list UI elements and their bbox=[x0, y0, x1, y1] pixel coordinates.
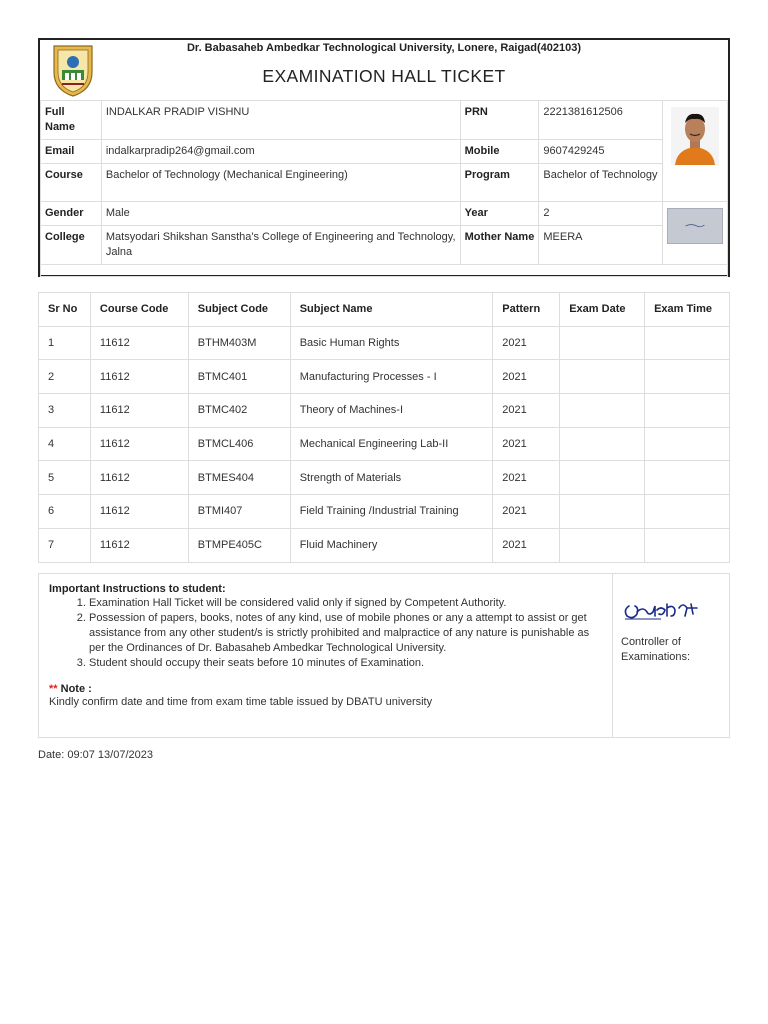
course-value: Bachelor of Technology (Mechanical Engineering) bbox=[101, 164, 460, 202]
instruction-item: 3. Student should occupy their seats before 10 minutes of Examination. bbox=[89, 656, 602, 671]
program-label: Program bbox=[460, 164, 539, 202]
column-header: Subject Code bbox=[188, 293, 290, 327]
column-header: Course Code bbox=[90, 293, 188, 327]
table-cell: BTMES404 bbox=[188, 461, 290, 495]
instruction-item: 2. Possession of papers, books, notes of any kind, use of mobile phones or any a attempt to assist or get assistance from any other student/s is strictly prohibited and malpractice of any nature is punishable as per the Ordinances of Dr. Babasaheb Ambedkar Technological University. bbox=[89, 611, 602, 656]
note-heading bbox=[49, 683, 602, 695]
table-cell: BTMI407 bbox=[188, 495, 290, 529]
table-cell: BTHM403M bbox=[188, 326, 290, 360]
table-cell: 11612 bbox=[90, 360, 188, 394]
table-cell: 11612 bbox=[90, 326, 188, 360]
prn-value: 2221381612506 bbox=[539, 101, 663, 140]
college-label: College bbox=[41, 226, 102, 265]
table-cell: Basic Human Rights bbox=[290, 326, 493, 360]
year-value: 2 bbox=[539, 202, 663, 226]
table-cell bbox=[645, 528, 730, 562]
instructions-box bbox=[38, 573, 730, 738]
table-row bbox=[39, 427, 730, 461]
table-row bbox=[39, 394, 730, 428]
full-name-label: Full Name bbox=[41, 101, 102, 140]
controller-signature bbox=[621, 592, 703, 622]
table-cell: 2021 bbox=[493, 461, 560, 495]
column-header: Pattern bbox=[493, 293, 560, 327]
table-cell bbox=[645, 427, 730, 461]
program-value: Bachelor of Technology bbox=[539, 164, 663, 202]
university-name: Dr. Babasaheb Ambedkar Technological University, Lonere, Raigad(402103) bbox=[186, 42, 582, 54]
controller-panel bbox=[621, 592, 725, 665]
table-cell: Fluid Machinery bbox=[290, 528, 493, 562]
table-cell bbox=[560, 528, 645, 562]
table-cell: 2021 bbox=[493, 326, 560, 360]
table-cell: 5 bbox=[39, 461, 91, 495]
note-stars: ** bbox=[49, 683, 58, 695]
table-row bbox=[39, 461, 730, 495]
page-title: EXAMINATION HALL TICKET bbox=[262, 66, 506, 86]
table-cell: BTMC401 bbox=[188, 360, 290, 394]
controller-label: Controller of Examinations: bbox=[621, 636, 691, 663]
table-row bbox=[39, 326, 730, 360]
year-label: Year bbox=[460, 202, 539, 226]
mobile-value: 9607429245 bbox=[539, 140, 663, 164]
table-cell: 2021 bbox=[493, 427, 560, 461]
table-cell: Field Training /Industrial Training bbox=[290, 495, 493, 529]
table-cell: BTMCL406 bbox=[188, 427, 290, 461]
table-cell bbox=[560, 326, 645, 360]
prn-label: PRN bbox=[460, 101, 539, 140]
course-label: Course bbox=[41, 164, 102, 202]
table-cell: 11612 bbox=[90, 394, 188, 428]
table-cell: Theory of Machines-I bbox=[290, 394, 493, 428]
student-signature-thumbnail bbox=[667, 208, 723, 244]
column-header: Exam Time bbox=[645, 293, 730, 327]
table-cell: BTMC402 bbox=[188, 394, 290, 428]
table-cell bbox=[560, 427, 645, 461]
table-cell bbox=[645, 360, 730, 394]
note-text: Kindly confirm date and time from exam time table issued by DBATU university bbox=[49, 696, 433, 708]
table-cell: 3 bbox=[39, 394, 91, 428]
table-cell: Mechanical Engineering Lab-II bbox=[290, 427, 493, 461]
table-cell: 1 bbox=[39, 326, 91, 360]
table-cell: 11612 bbox=[90, 461, 188, 495]
table-cell: 11612 bbox=[90, 495, 188, 529]
note-label: Note : bbox=[60, 683, 92, 695]
table-cell bbox=[560, 461, 645, 495]
student-info-table bbox=[40, 100, 728, 277]
table-cell bbox=[645, 326, 730, 360]
table-cell: 7 bbox=[39, 528, 91, 562]
table-cell: 11612 bbox=[90, 528, 188, 562]
mobile-label: Mobile bbox=[460, 140, 539, 164]
instruction-item: 1. Examination Hall Ticket will be considered valid only if signed by Competent Authority. bbox=[89, 596, 602, 611]
table-cell: 4 bbox=[39, 427, 91, 461]
issue-date: Date: 09:07 13/07/2023 bbox=[38, 749, 153, 761]
instructions-panel bbox=[39, 574, 613, 737]
table-cell bbox=[560, 495, 645, 529]
signature-thumb-cell bbox=[662, 202, 727, 265]
table-cell: Manufacturing Processes - I bbox=[290, 360, 493, 394]
full-name-value: INDALKAR PRADIP VISHNU bbox=[101, 101, 460, 140]
mother-name-label: Mother Name bbox=[460, 226, 539, 265]
column-header: Exam Date bbox=[560, 293, 645, 327]
photo-cell bbox=[662, 101, 727, 202]
email-label: Email bbox=[41, 140, 102, 164]
table-cell: 2 bbox=[39, 360, 91, 394]
table-cell: 2021 bbox=[493, 528, 560, 562]
table-cell: 6 bbox=[39, 495, 91, 529]
column-header: Sr No bbox=[39, 293, 91, 327]
course-table-header bbox=[39, 293, 730, 327]
column-header: Subject Name bbox=[290, 293, 493, 327]
table-cell: BTMPE405C bbox=[188, 528, 290, 562]
email-value: indalkarpradip264@gmail.com bbox=[101, 140, 460, 164]
table-cell bbox=[645, 394, 730, 428]
mother-name-value: MEERA bbox=[539, 226, 663, 265]
hall-ticket-header bbox=[38, 38, 730, 277]
table-cell bbox=[560, 394, 645, 428]
table-cell: 2021 bbox=[493, 394, 560, 428]
table-row bbox=[39, 495, 730, 529]
table-cell bbox=[645, 461, 730, 495]
college-value: Matsyodari Shikshan Sanstha's College of Engineering and Technology, Jalna bbox=[101, 226, 460, 265]
table-cell: 2021 bbox=[493, 360, 560, 394]
table-cell bbox=[645, 495, 730, 529]
instructions-list bbox=[49, 596, 602, 671]
table-cell: 11612 bbox=[90, 427, 188, 461]
table-cell: 2021 bbox=[493, 495, 560, 529]
table-row bbox=[39, 528, 730, 562]
gender-value: Male bbox=[101, 202, 460, 226]
course-table bbox=[38, 292, 730, 563]
instructions-title: Important Instructions to student: bbox=[49, 583, 226, 595]
table-cell: Strength of Materials bbox=[290, 461, 493, 495]
student-photo bbox=[671, 107, 719, 165]
table-cell bbox=[560, 360, 645, 394]
gender-label: Gender bbox=[41, 202, 102, 226]
table-row bbox=[39, 360, 730, 394]
info-spacer-row bbox=[41, 265, 728, 277]
